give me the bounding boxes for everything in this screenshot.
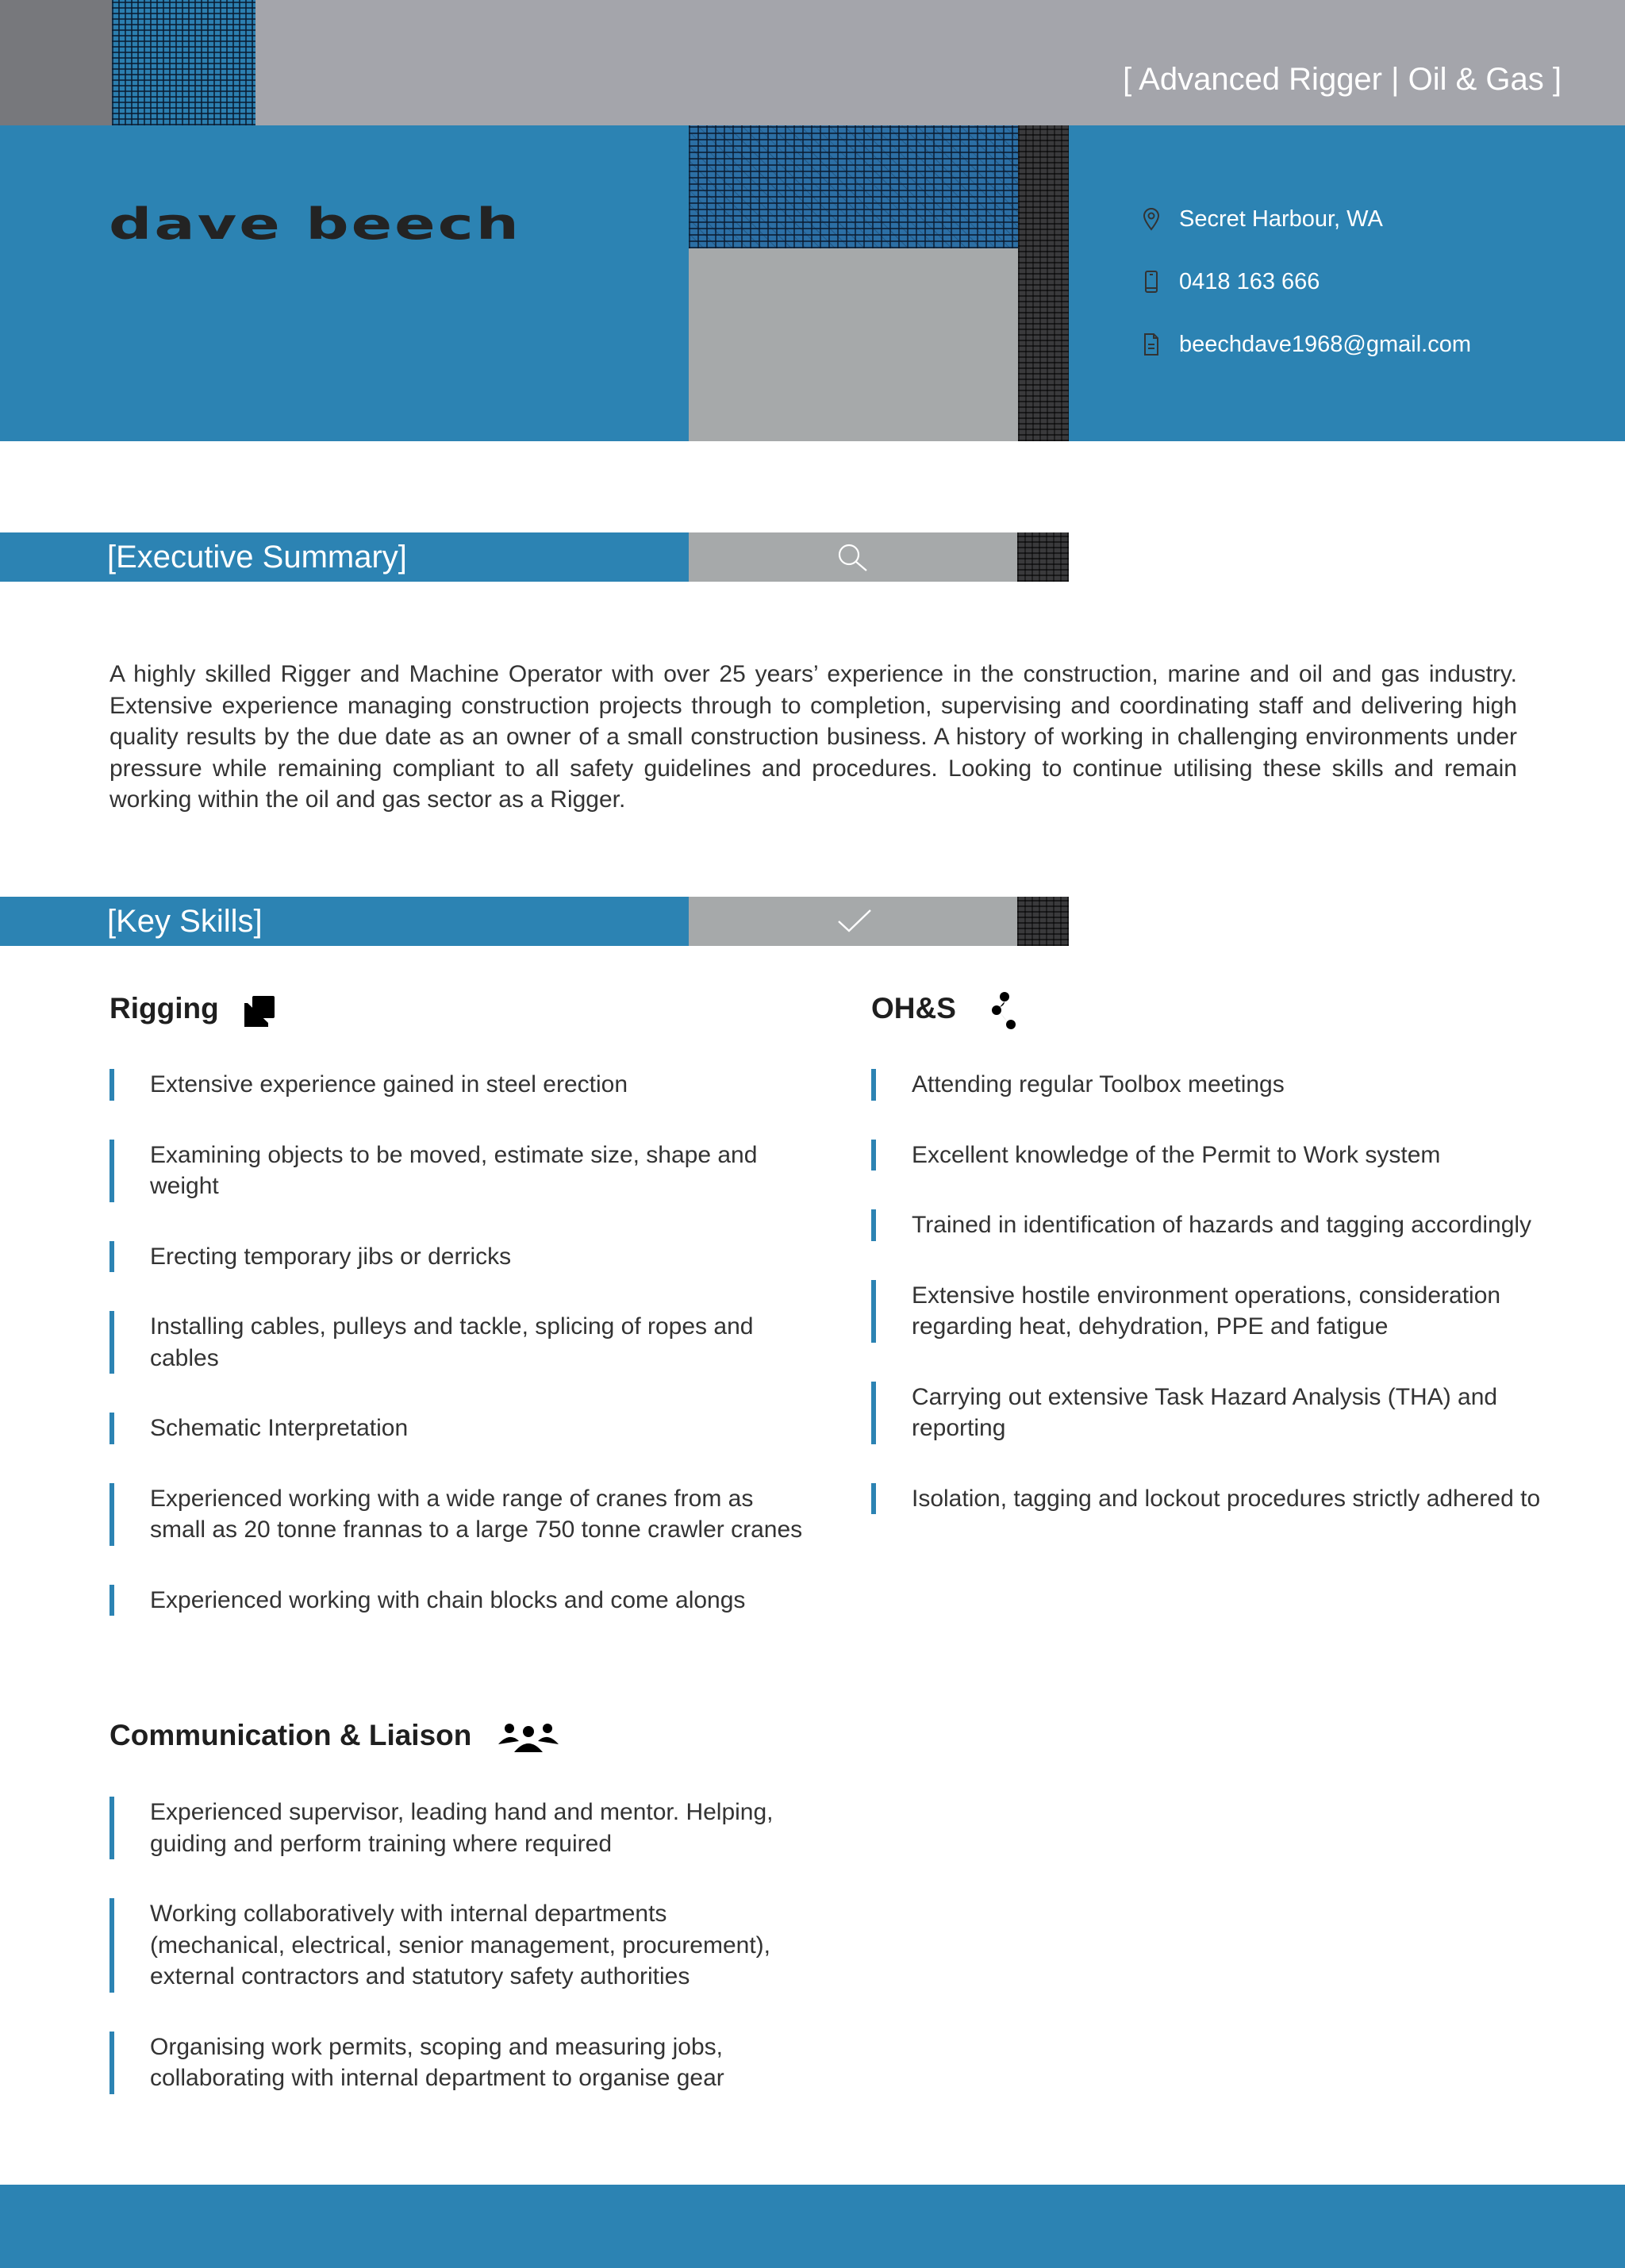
ohs-item-1: Attending regular Toolbox meetings: [871, 1069, 1585, 1101]
header-texture-block: [689, 125, 1018, 248]
header-dark-strip: [1018, 125, 1069, 441]
ohs-list: [871, 1069, 1585, 1553]
rigging-title: Rigging: [109, 992, 219, 1024]
executive-summary-text: A highly skilled Rigger and Machine Operator with over 25 years’ experience in the construction, marine and oil and gas industry. Extensive experience managing construction projects through to completion, supervising and coordinating staff and delivering high quality results by the due date as an owner of a small construction business. A history of working in challenging environments under pressure while remaining compliant to all safety guidelines and procedures. Looking to continue utilising these skills and remain working within the oil and gas sector as a Rigger.: [109, 661, 1517, 813]
communication-title: Communication & Liaison: [109, 1719, 472, 1751]
communication-list: [109, 1797, 808, 2133]
rigging-item-3: Erecting temporary jibs or derricks: [109, 1241, 808, 1273]
communication-item-1: Experienced supervisor, leading hand and mentor. Helping, guiding and perform training where required: [109, 1797, 808, 1859]
ohs-item-4: Extensive hostile environment operations, consideration regarding heat, dehydration, PPE and fatigue: [871, 1280, 1585, 1343]
contact-email: [1141, 326, 1471, 363]
rigging-item-5: Schematic Interpretation: [109, 1413, 808, 1444]
footer-band: [0, 2185, 1625, 2268]
candidate-name: dave beech: [109, 198, 521, 250]
copy-icon: [241, 994, 278, 1030]
contact-location: [1141, 201, 1383, 237]
phone-text[interactable]: 0418 163 666: [1179, 268, 1320, 294]
check-icon: [836, 907, 873, 936]
search-icon: [836, 542, 870, 574]
key-skills-title: [Key Skills]: [107, 904, 263, 939]
location-pin-icon: [1141, 207, 1162, 231]
process-icon: [987, 990, 1024, 1034]
location-text: Secret Harbour, WA: [1179, 206, 1383, 232]
ohs-item-5: Carrying out extensive Task Hazard Analysis (THA) and reporting: [871, 1382, 1585, 1444]
people-icon: [497, 1717, 560, 1757]
header-top-texture: [112, 0, 255, 125]
rigging-item-4: Installing cables, pulleys and tackle, splicing of ropes and cables: [109, 1311, 808, 1374]
ohs-item-6: Isolation, tagging and lockout procedures strictly adhered to: [871, 1483, 1585, 1515]
rigging-list: [109, 1069, 808, 1655]
ohs-item-3: Trained in identification of hazards and tagging accordingly: [871, 1209, 1585, 1241]
key-skills-bar: [0, 897, 689, 946]
email-document-icon: [1141, 333, 1162, 356]
communication-item-3: Organising work permits, scoping and measuring jobs, collaborating with internal department to organise gear: [109, 2032, 808, 2094]
communication-item-2: Working collaboratively with internal departments (mechanical, electrical, senior management, procurement), external contractors and statutory safety authorities: [109, 1898, 808, 1993]
rigging-item-1: Extensive experience gained in steel erection: [109, 1069, 808, 1101]
key-skills-bar-dark: [1017, 897, 1069, 946]
phone-icon: [1141, 270, 1162, 294]
job-title: [ Advanced Rigger | Oil & Gas ]: [1123, 62, 1562, 97]
ohs-item-2: Excellent knowledge of the Permit to Work system: [871, 1140, 1585, 1171]
rigging-item-2: Examining objects to be moved, estimate size, shape and weight: [109, 1140, 808, 1202]
rigging-item-7: Experienced working with chain blocks and come alongs: [109, 1585, 808, 1616]
rigging-item-6: Experienced working with a wide range of cranes from as small as 20 tonne frannas to a large 750 tonne crawler cranes: [109, 1483, 808, 1546]
header-top-dark-block: [0, 0, 112, 125]
ohs-title: OH&S: [871, 992, 956, 1024]
contact-phone: [1141, 263, 1320, 300]
header-grey-block: [689, 248, 1018, 441]
executive-summary-title: [Executive Summary]: [107, 540, 407, 575]
email-text[interactable]: beechdave1968@gmail.com: [1179, 331, 1471, 357]
executive-summary-bar-dark: [1017, 532, 1069, 582]
